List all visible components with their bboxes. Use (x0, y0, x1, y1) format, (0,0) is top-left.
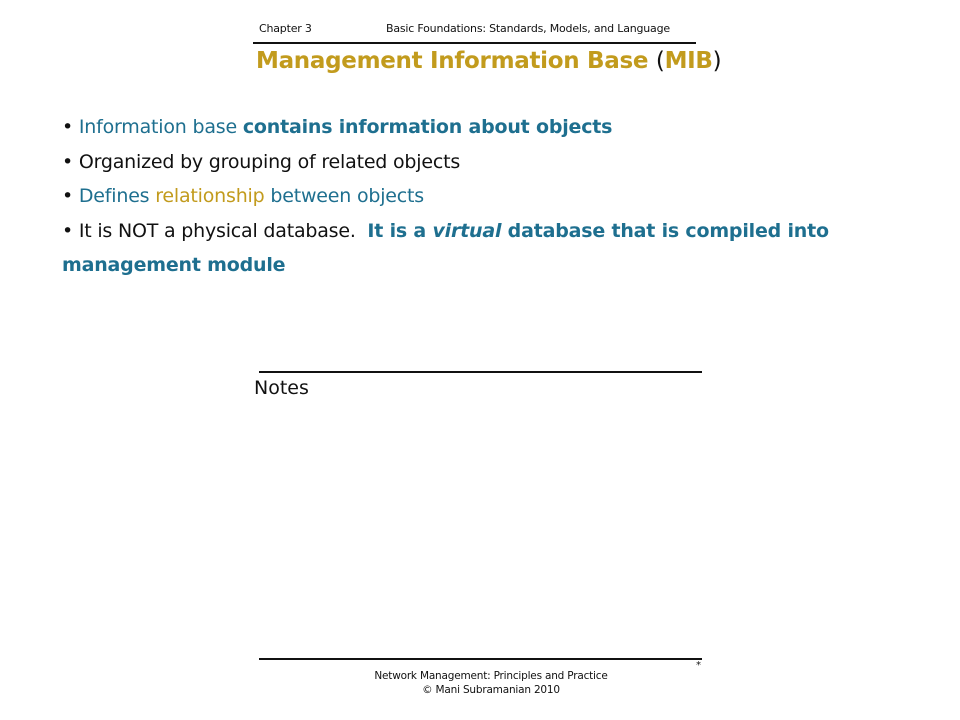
bullet-text: • It is NOT a physical database. (62, 219, 368, 242)
footer-divider (259, 658, 702, 660)
title-paren-close: ) (712, 48, 722, 74)
bullet-text: Information base (78, 116, 243, 138)
bullet-text: database that is compiled into (501, 219, 829, 242)
footer-copyright: © Mani Subramanian 2010 (422, 684, 560, 696)
bullet-text: • Organized by grouping of related objects (62, 150, 461, 173)
bullet-text: contains information about objects (242, 116, 613, 138)
chapter-subject: Basic Foundations: Standards, Models, and Language (386, 22, 670, 35)
footer-book-title: Network Management: Principles and Practice (374, 670, 608, 682)
bullet-item (62, 214, 842, 249)
bullet-text: management module (62, 254, 286, 276)
bullet-item (62, 179, 842, 214)
bullet-text: Defines (78, 185, 156, 207)
header-divider (253, 42, 696, 44)
chapter-label: Chapter 3 (259, 22, 312, 35)
bullet-item (62, 145, 842, 180)
bullet-item (62, 248, 842, 283)
notes-label: Notes (254, 377, 309, 399)
bullet-item (62, 110, 842, 145)
notes-divider (259, 371, 702, 373)
bullet-text: virtual (432, 219, 502, 242)
bullet-text: • (62, 116, 79, 138)
slide-title (256, 48, 721, 74)
bullet-text: It is a (367, 219, 433, 242)
title-paren-open: ( (655, 48, 665, 74)
bullet-text: • (62, 185, 79, 207)
bullet-text: between objects (264, 185, 424, 207)
footer-slide-marker: * (696, 660, 701, 671)
title-abbreviation: MIB (664, 48, 713, 74)
title-main: Management Information Base (256, 48, 656, 74)
footer-credit (360, 669, 622, 697)
bullet-text: relationship (155, 185, 265, 207)
bullet-list (62, 110, 842, 283)
